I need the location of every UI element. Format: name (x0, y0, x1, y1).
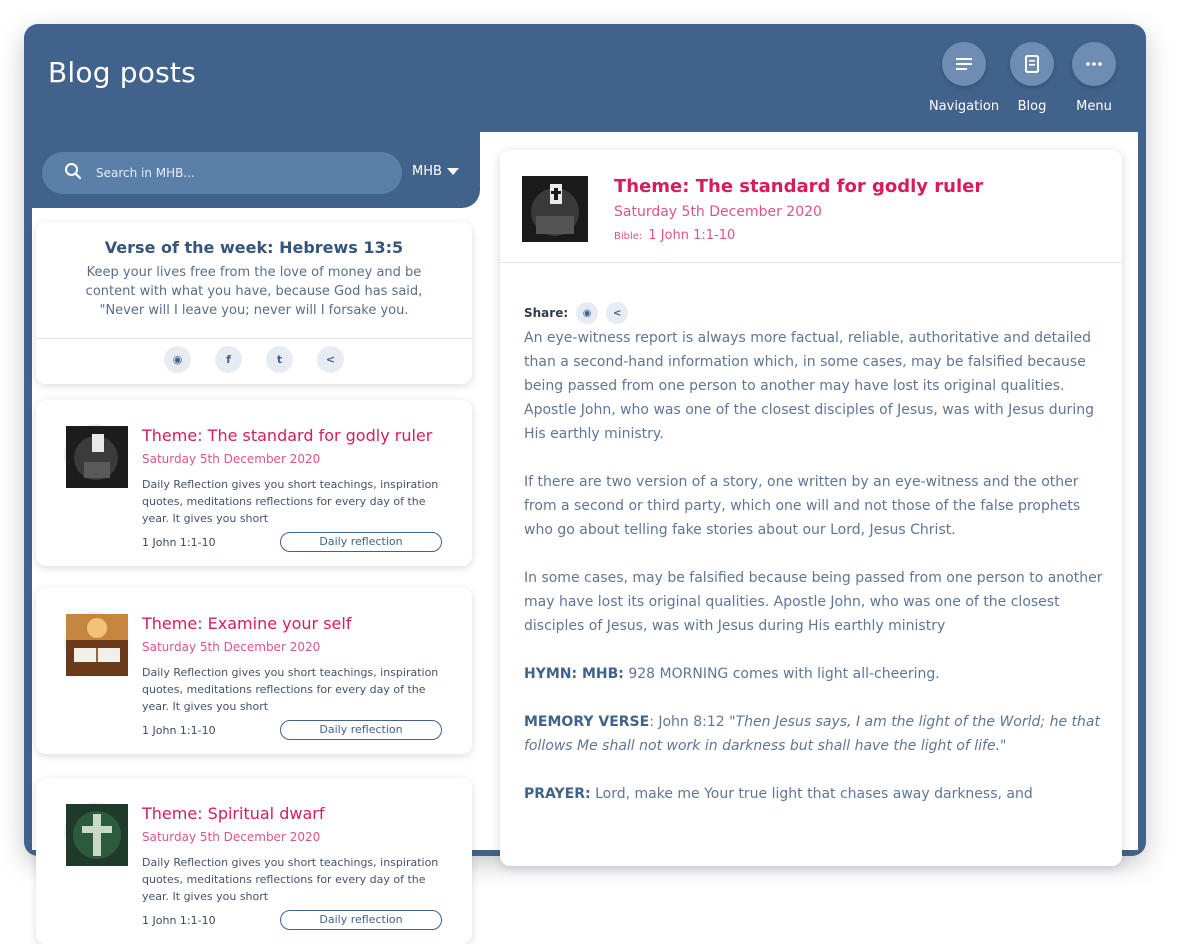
prayer-label: PRAYER: (524, 786, 591, 802)
top-header (24, 24, 1146, 132)
twitter-icon[interactable]: t (266, 346, 293, 373)
facebook-icon[interactable]: f (215, 346, 242, 373)
post-category-tag[interactable]: Daily reflection (280, 532, 442, 552)
prayer-line (524, 782, 1108, 806)
post-date: Saturday 5th December 2020 (142, 830, 321, 844)
post-bible-ref: 1 John 1:1-10 (142, 724, 216, 737)
menu-button[interactable] (1054, 42, 1134, 114)
article-share-row (524, 302, 628, 324)
chevron-down-icon (447, 168, 459, 175)
prayer-text: Lord, make me Your true light that chases away darkness, and (590, 786, 1033, 802)
search-bar[interactable] (42, 152, 402, 194)
blog-button-label: Blog (1017, 99, 1047, 114)
share-icon[interactable]: < (317, 346, 344, 373)
article-title: Theme: The standard for godly ruler (614, 176, 984, 197)
search-band (32, 132, 480, 208)
search-icon (64, 162, 82, 184)
article-bible-ref (614, 228, 735, 243)
verse-of-the-week-card (36, 222, 472, 384)
hymn-label: HYMN: MHB: (524, 666, 624, 682)
book-icon (1010, 42, 1054, 86)
navigation-button-label: Navigation (928, 99, 1000, 114)
post-card[interactable] (36, 778, 472, 944)
article-divider (500, 262, 1122, 263)
memory-verse-text: "Then Jesus says, I am the light of the World; he that follows Me shall not work in darkness but shall have the light of life." (524, 714, 1100, 754)
search-input[interactable] (96, 166, 346, 180)
post-card[interactable] (36, 588, 472, 754)
share-icon[interactable]: < (606, 302, 628, 324)
memory-verse-ref: : John 8:12 (649, 714, 730, 730)
post-description: Daily Reflection gives you short teachings, inspiration quotes, meditations reflections for every day of the year. It gives you short (142, 478, 439, 525)
whatsapp-icon[interactable]: ◉ (576, 302, 598, 324)
article-paragraph: An eye-witness report is always more factual, reliable, authoritative and detailed than a second-hand information which, in some cases, may be falsified because being passed from one person to another may have lost its original qualities. Apostle John, who was one of the closest disciples of Jesus, was with Jesus during His earthly ministry. (524, 330, 1094, 442)
post-title[interactable]: Theme: The standard for godly ruler (142, 426, 433, 445)
memory-verse-line (524, 710, 1108, 758)
posts-sidebar[interactable] (32, 132, 480, 927)
more-icon (1072, 42, 1116, 86)
article-thumbnail (522, 176, 588, 242)
post-card[interactable] (36, 400, 472, 566)
page-title: Blog posts (48, 56, 196, 89)
article-card (500, 150, 1122, 866)
app-window (24, 24, 1146, 927)
post-thumbnail (64, 424, 126, 486)
hymn-text: 928 MORNING comes with light all-cheering. (623, 666, 940, 682)
bible-ref-value: 1 John 1:1-10 (648, 228, 736, 243)
post-title[interactable]: Theme: Spiritual dwarf (142, 804, 325, 823)
memory-verse-label: MEMORY VERSE (524, 714, 650, 730)
post-date: Saturday 5th December 2020 (142, 640, 321, 654)
hymn-line (524, 662, 1108, 686)
article-date: Saturday 5th December 2020 (614, 204, 822, 220)
article-paragraph: In some cases, may be falsified because being passed from one person to another may have lost its original qualities. Apostle John, who was one of the closest disciples of Jesus, was with Jesus during His earthly ministry (524, 570, 1103, 634)
list-icon (942, 42, 986, 86)
verse-divider (36, 338, 472, 339)
article-paragraph: If there are two version of a story, one written by an eye-witness and the other from a second or third party, which one will and not those of the false prophets who go about telling fake stories about our Lord, Jesus Christ. (524, 474, 1081, 538)
post-title[interactable]: Theme: Examine your self (142, 614, 352, 633)
verse-text: Keep your lives free from the love of money and be content with what you have, because God has said, "Never will I leave you; never will I forsake you. (85, 265, 423, 318)
bible-label: Bible: (614, 231, 643, 242)
post-description: Daily Reflection gives you short teachings, inspiration quotes, meditations reflections for every day of the year. It gives you short (142, 666, 439, 713)
article-body (524, 326, 1108, 830)
post-date: Saturday 5th December 2020 (142, 452, 321, 466)
whatsapp-icon[interactable]: ◉ (164, 346, 191, 373)
post-bible-ref: 1 John 1:1-10 (142, 536, 216, 549)
post-thumbnail (64, 802, 126, 864)
post-category-tag[interactable]: Daily reflection (280, 720, 442, 740)
source-dropdown[interactable] (412, 164, 459, 179)
post-thumbnail (64, 612, 126, 674)
post-bible-ref: 1 John 1:1-10 (142, 914, 216, 927)
menu-button-label: Menu (1076, 99, 1112, 114)
verse-title: Verse of the week: Hebrews 13:5 (104, 238, 404, 257)
source-dropdown-label: MHB (412, 164, 442, 179)
post-category-tag[interactable]: Daily reflection (280, 910, 442, 930)
article-panel[interactable] (480, 132, 1138, 850)
share-label: Share: (524, 306, 569, 320)
verse-share-icons (36, 346, 472, 373)
post-description: Daily Reflection gives you short teachings, inspiration quotes, meditations reflections for every day of the year. It gives you short (142, 856, 439, 903)
